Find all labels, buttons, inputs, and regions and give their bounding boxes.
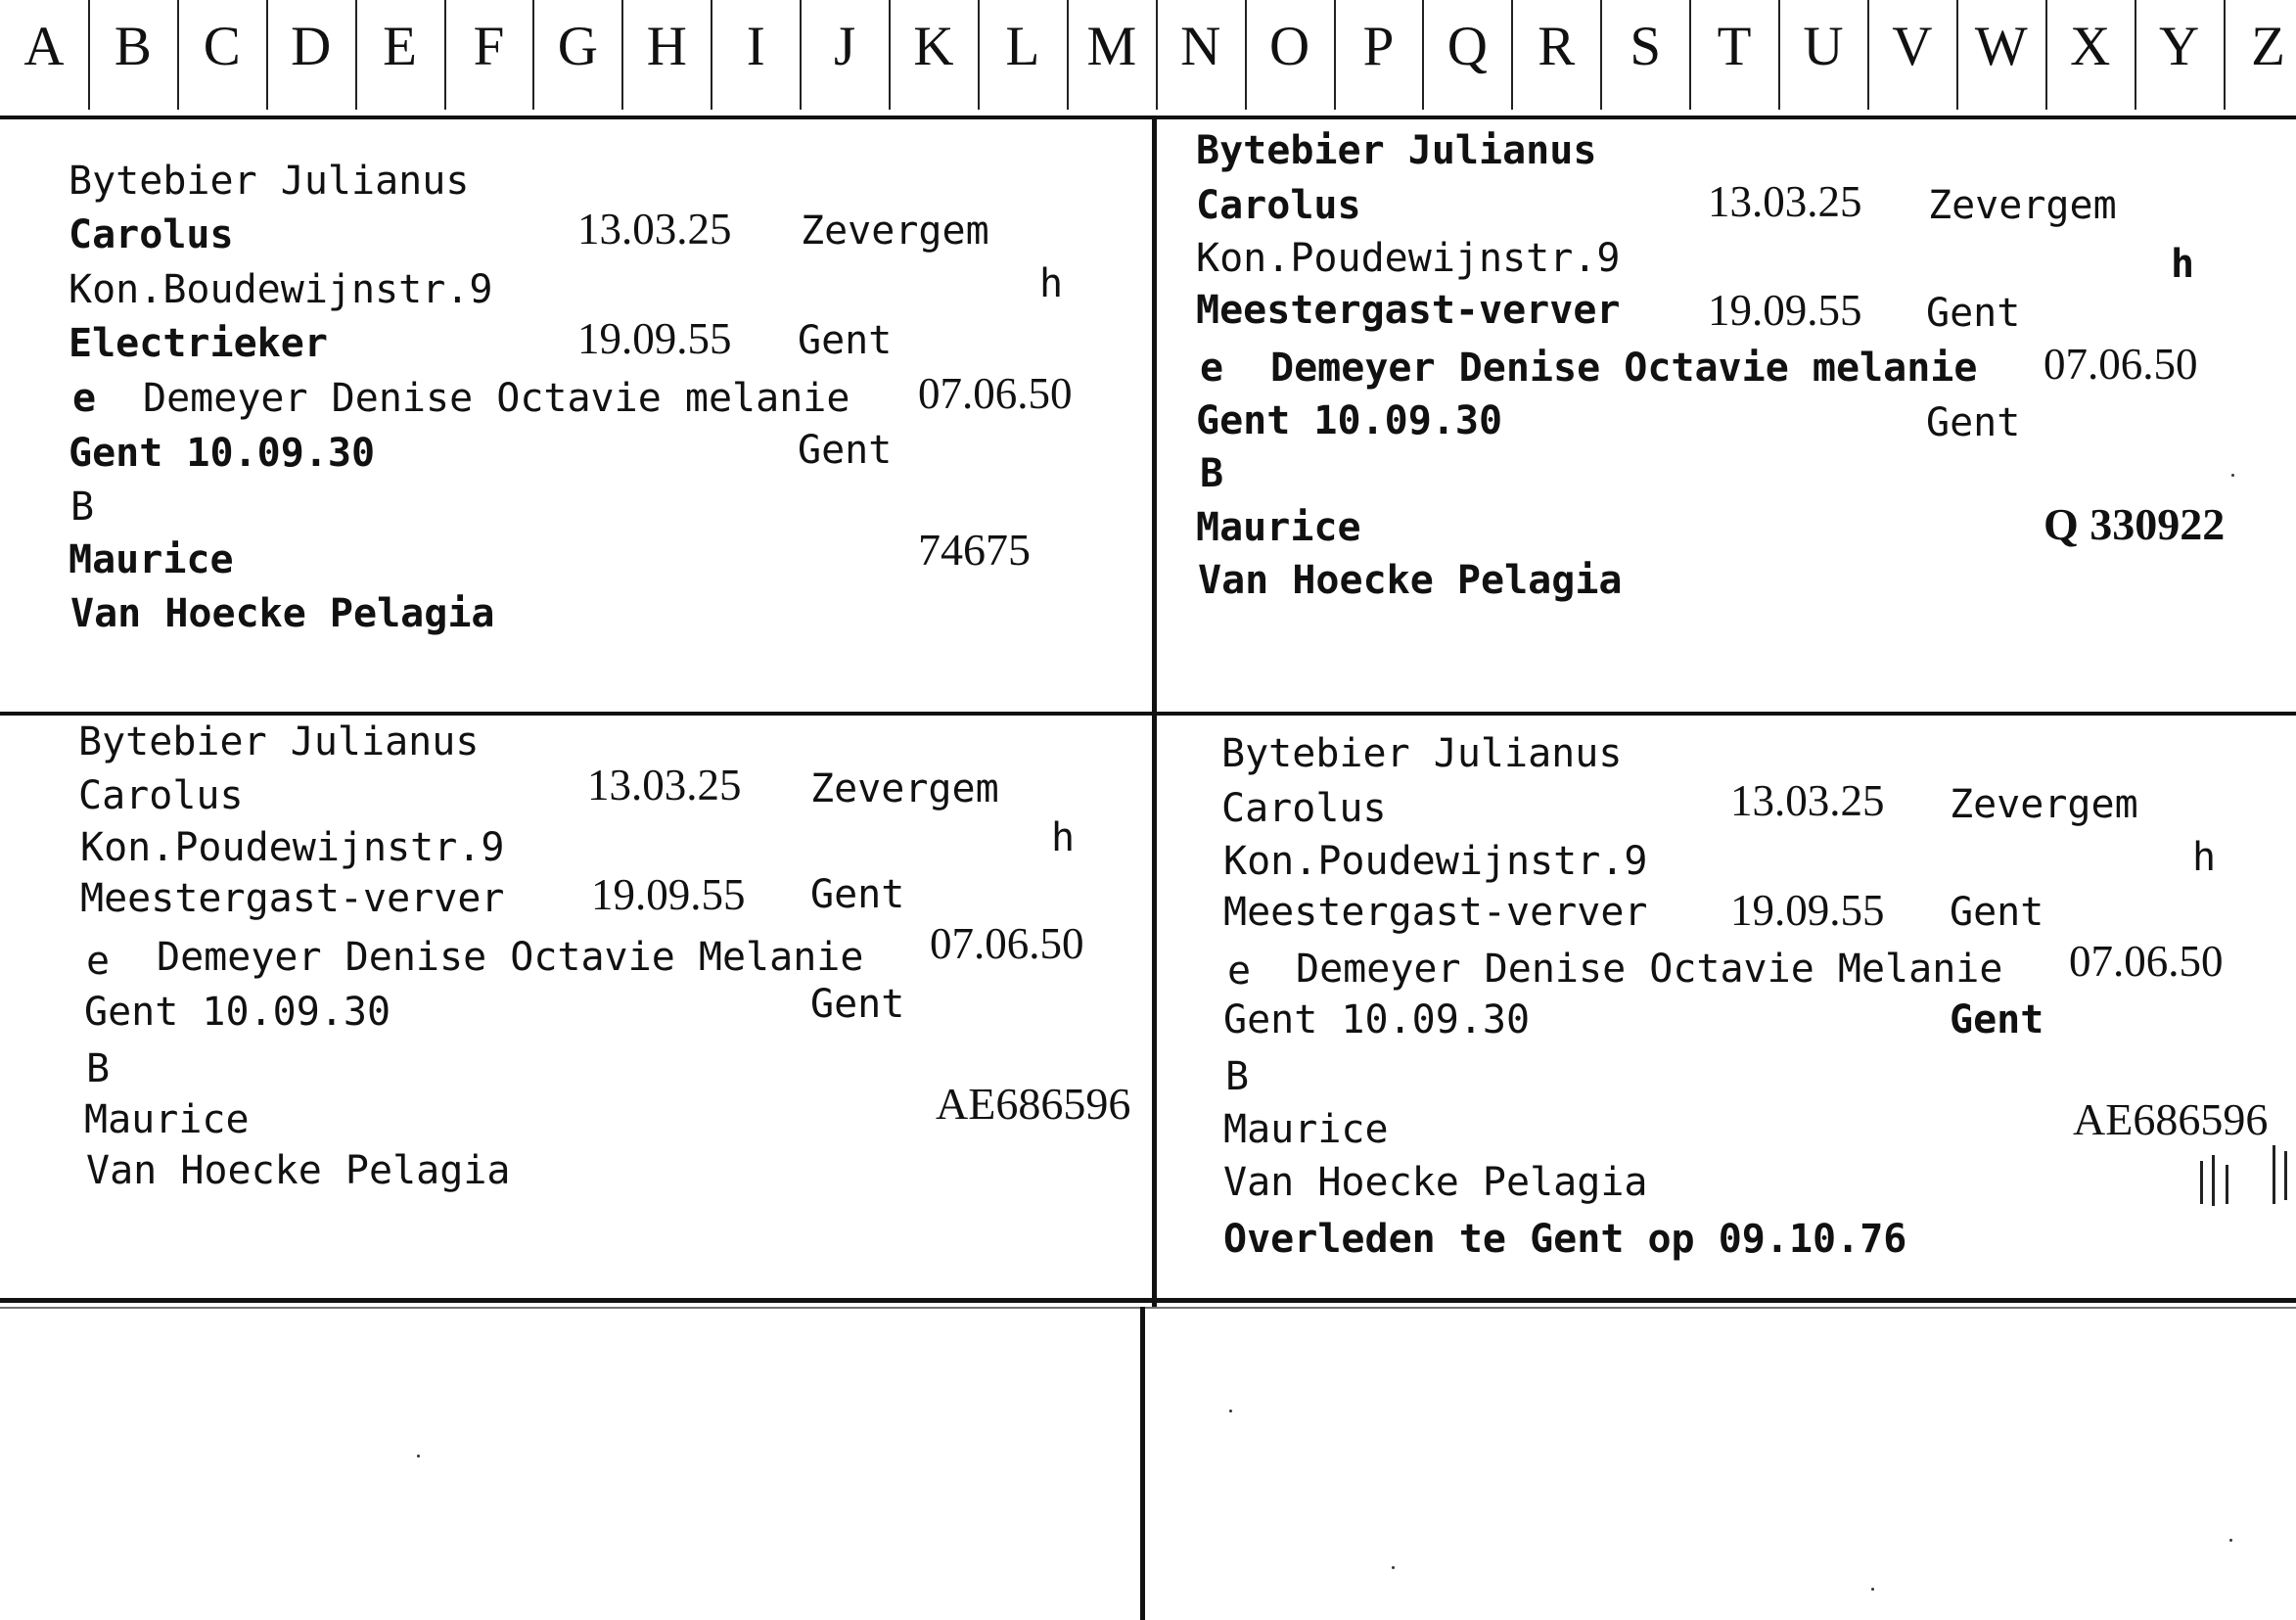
card-marriage-place: Gent bbox=[1926, 400, 2021, 445]
stamp-residue bbox=[2200, 1161, 2203, 1204]
card-occupation: Meestergast-verver bbox=[1196, 288, 1621, 333]
index-separator bbox=[1334, 0, 1336, 110]
index-letter-t[interactable]: T bbox=[1717, 16, 1752, 77]
card-birth-place: Zevergem bbox=[801, 208, 989, 254]
index-letter-f[interactable]: F bbox=[473, 16, 505, 77]
index-letter-o[interactable]: O bbox=[1269, 16, 1310, 77]
card-spouse-birth: Gent 10.09.30 bbox=[84, 990, 391, 1035]
index-letter-u[interactable]: U bbox=[1803, 16, 1844, 77]
index-separator bbox=[1245, 0, 1247, 110]
speck bbox=[417, 1455, 420, 1458]
index-separator bbox=[1156, 0, 1158, 110]
card-birth-date: 13.03.25 bbox=[1730, 776, 1885, 825]
card-spouse-prefix: e bbox=[1200, 346, 1224, 391]
card-marriage-place: Gent bbox=[798, 428, 893, 473]
index-letter-c[interactable]: C bbox=[203, 16, 241, 77]
index-separator bbox=[177, 0, 179, 110]
card-mother: Van Hoecke Pelagia bbox=[1198, 558, 1623, 603]
card-address: Kon.Boudewijnstr.9 bbox=[69, 267, 493, 312]
card-birth-date: 13.03.25 bbox=[587, 761, 742, 810]
index-letter-a[interactable]: A bbox=[23, 16, 65, 77]
index-letter-q[interactable]: Q bbox=[1446, 16, 1488, 77]
card-father: Maurice bbox=[1196, 505, 1361, 550]
index-separator bbox=[621, 0, 623, 110]
index-separator bbox=[532, 0, 534, 110]
index-letter-j[interactable]: J bbox=[834, 16, 856, 77]
card-father: Maurice bbox=[1223, 1107, 1389, 1152]
card-spouse-prefix: e bbox=[72, 376, 97, 421]
card-marriage-place: Gent bbox=[810, 982, 905, 1027]
card-spouse-birth: Gent 10.09.30 bbox=[69, 431, 376, 476]
card-marker: h bbox=[2192, 835, 2217, 880]
card-spouse-name: Demeyer Denise Octavie Melanie bbox=[157, 935, 864, 980]
card-death-note: Overleden te Gent op 09.10.76 bbox=[1223, 1217, 1907, 1262]
card-occupation-date: 19.09.55 bbox=[591, 870, 746, 919]
index-separator bbox=[1689, 0, 1691, 110]
card-spouse-name: Demeyer Denise Octavie melanie bbox=[143, 376, 850, 421]
index-separator bbox=[1778, 0, 1780, 110]
stamp-residue bbox=[2226, 1165, 2228, 1204]
index-separator bbox=[800, 0, 802, 110]
card-name: Bytebier Julianus bbox=[1196, 128, 1597, 173]
index-letter-e[interactable]: E bbox=[383, 16, 417, 77]
card-spouse-name: Demeyer Denise Octavie melanie bbox=[1270, 346, 1978, 391]
index-separator bbox=[1867, 0, 1869, 110]
index-separator bbox=[711, 0, 712, 110]
card-occupation-date: 19.09.55 bbox=[1708, 286, 1862, 335]
card-occupation: Electrieker bbox=[69, 321, 328, 366]
card-serial-number: 74675 bbox=[918, 525, 1031, 575]
card-birth-date: 13.03.25 bbox=[577, 205, 732, 254]
index-letter-l[interactable]: L bbox=[1005, 16, 1040, 77]
card-address: Kon.Poudewijnstr.9 bbox=[1196, 236, 1621, 281]
card-spouse-date: 07.06.50 bbox=[930, 919, 1084, 968]
card-birth-place: Zevergem bbox=[810, 766, 999, 811]
index-separator bbox=[355, 0, 357, 110]
index-separator bbox=[2135, 0, 2136, 110]
speck bbox=[2231, 474, 2234, 477]
card-status: B bbox=[70, 485, 95, 530]
card-status: B bbox=[86, 1046, 111, 1091]
card-marriage-place: Gent bbox=[1950, 997, 2044, 1042]
speck bbox=[1871, 1588, 1874, 1591]
index-separator bbox=[2045, 0, 2047, 110]
card-spouse-prefix: e bbox=[86, 939, 111, 984]
card-occupation-place: Gent bbox=[810, 872, 905, 917]
column-divider bbox=[1152, 119, 1157, 1307]
index-letter-k[interactable]: K bbox=[913, 16, 954, 77]
card-spouse-date: 07.06.50 bbox=[918, 369, 1073, 418]
card-spouse-prefix: e bbox=[1227, 949, 1252, 994]
card-spouse-birth: Gent 10.09.30 bbox=[1196, 398, 1503, 443]
index-letter-b[interactable]: B bbox=[114, 16, 152, 77]
stamp-residue bbox=[2284, 1151, 2287, 1200]
card-marker: h bbox=[1051, 815, 1076, 860]
card-spouse-birth: Gent 10.09.30 bbox=[1223, 997, 1531, 1042]
row-divider bbox=[0, 1307, 2296, 1309]
index-letter-r[interactable]: R bbox=[1538, 16, 1576, 77]
card-birth-date: 13.03.25 bbox=[1708, 177, 1862, 226]
card-marker: h bbox=[1039, 261, 1064, 306]
card-address: Kon.Poudewijnstr.9 bbox=[1223, 839, 1648, 884]
stamp-residue bbox=[2212, 1155, 2215, 1206]
card-second-name: Carolus bbox=[1196, 183, 1361, 228]
header-rule bbox=[0, 116, 2296, 119]
card-status: B bbox=[1200, 451, 1224, 496]
index-letter-x[interactable]: X bbox=[2070, 16, 2111, 77]
card-father: Maurice bbox=[84, 1097, 250, 1142]
index-letter-i[interactable]: I bbox=[746, 16, 765, 77]
index-separator bbox=[1067, 0, 1069, 110]
index-letter-s[interactable]: S bbox=[1630, 16, 1662, 77]
card-occupation: Meestergast-verver bbox=[1223, 890, 1648, 935]
card-serial-number: AE686596 bbox=[2073, 1094, 2269, 1144]
index-letter-y[interactable]: Y bbox=[2159, 16, 2200, 77]
speck bbox=[2229, 1539, 2232, 1542]
card-second-name: Carolus bbox=[1221, 786, 1387, 831]
index-letter-z[interactable]: Z bbox=[2251, 16, 2285, 77]
index-separator bbox=[1511, 0, 1513, 110]
index-separator bbox=[444, 0, 446, 110]
card-occupation-place: Gent bbox=[798, 318, 893, 363]
card-name: Bytebier Julianus bbox=[1221, 731, 1623, 776]
card-mother: Van Hoecke Pelagia bbox=[70, 591, 495, 636]
index-letter-g[interactable]: G bbox=[557, 16, 598, 77]
index-separator bbox=[1422, 0, 1424, 110]
card-spouse-date: 07.06.50 bbox=[2043, 340, 2198, 389]
card-birth-place: Zevergem bbox=[1928, 183, 2117, 228]
card-serial-number: AE686596 bbox=[936, 1079, 1131, 1129]
card-occupation-place: Gent bbox=[1950, 890, 2044, 935]
index-separator bbox=[978, 0, 980, 110]
card-serial-number: Q 330922 bbox=[2043, 499, 2226, 549]
index-letter-v[interactable]: V bbox=[1892, 16, 1933, 77]
index-letter-h[interactable]: H bbox=[646, 16, 687, 77]
index-letter-n[interactable]: N bbox=[1180, 16, 1221, 77]
card-mother: Van Hoecke Pelagia bbox=[86, 1148, 511, 1193]
stamp-residue bbox=[2273, 1145, 2275, 1204]
index-letter-m[interactable]: M bbox=[1086, 16, 1137, 77]
card-second-name: Carolus bbox=[78, 773, 244, 818]
column-divider bbox=[1140, 1307, 1145, 1620]
card-occupation: Meestergast-verver bbox=[80, 876, 505, 921]
card-occupation-place: Gent bbox=[1926, 291, 2021, 336]
index-separator bbox=[2224, 0, 2226, 110]
index-letter-w[interactable]: W bbox=[1974, 16, 2028, 77]
index-separator bbox=[889, 0, 891, 110]
speck bbox=[1392, 1566, 1395, 1569]
alphabet-index bbox=[0, 0, 2296, 116]
card-status: B bbox=[1225, 1054, 1250, 1099]
card-name: Bytebier Julianus bbox=[69, 159, 470, 204]
card-second-name: Carolus bbox=[69, 212, 234, 257]
index-letter-p[interactable]: P bbox=[1362, 16, 1395, 77]
card-mother: Van Hoecke Pelagia bbox=[1223, 1160, 1648, 1205]
card-father: Maurice bbox=[69, 537, 234, 582]
row-divider bbox=[0, 1298, 2296, 1303]
card-spouse-name: Demeyer Denise Octavie Melanie bbox=[1296, 947, 2003, 992]
card-marker: h bbox=[2171, 242, 2195, 287]
index-separator bbox=[266, 0, 268, 110]
card-spouse-date: 07.06.50 bbox=[2069, 937, 2224, 986]
index-letter-d[interactable]: D bbox=[291, 16, 332, 77]
index-separator bbox=[1956, 0, 1958, 110]
card-occupation-date: 19.09.55 bbox=[1730, 886, 1885, 935]
index-separator bbox=[1600, 0, 1602, 110]
card-address: Kon.Poudewijnstr.9 bbox=[80, 825, 505, 870]
card-birth-place: Zevergem bbox=[1950, 782, 2138, 827]
index-separator bbox=[88, 0, 90, 110]
row-divider bbox=[0, 712, 2296, 716]
speck bbox=[1229, 1410, 1232, 1412]
card-name: Bytebier Julianus bbox=[78, 719, 480, 764]
card-occupation-date: 19.09.55 bbox=[577, 314, 732, 363]
